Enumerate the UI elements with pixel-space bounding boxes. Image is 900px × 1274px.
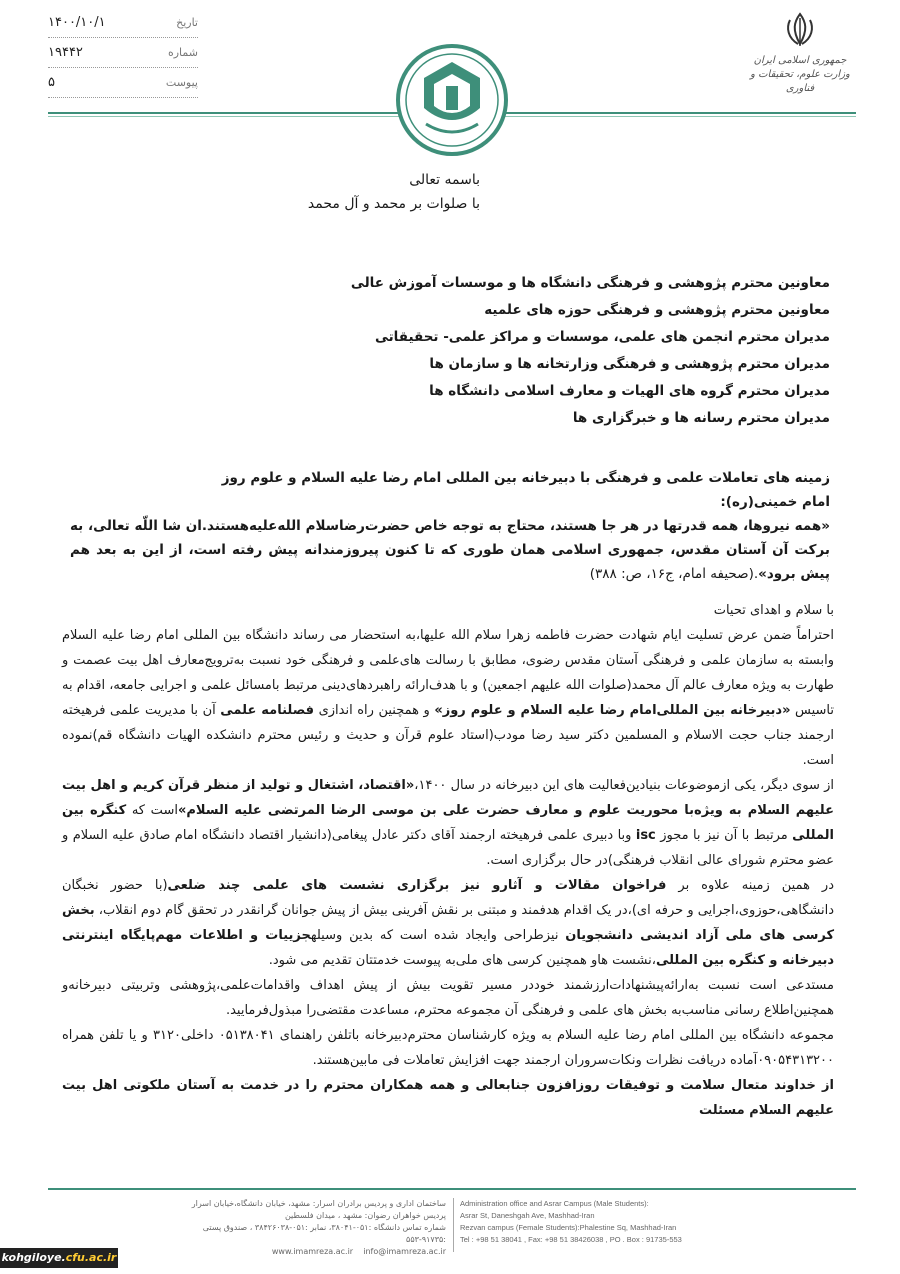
bold-run: فصلنامه علمی xyxy=(220,703,315,718)
bold-run: isc xyxy=(635,828,656,843)
text-run: مرتبط با آن نیز با مجوز xyxy=(655,828,793,843)
footer-en-line: Tel : +98 51 38041 , Fax: +98 51 38426038 , PO . Box : 91735-553 xyxy=(460,1235,682,1244)
footer-contact xyxy=(164,1246,446,1258)
bold-run: «دبیرخانه بین المللی‌امام رضا علیه السلام و علوم روز» xyxy=(434,703,791,718)
date-row xyxy=(48,8,198,38)
recipients-list xyxy=(70,270,830,432)
date-value: ۱۴۰۰/۱۰/۱ xyxy=(48,15,106,30)
quote-source: .(صحیفه امام، ج۱۶، ص: ۳۸۸) xyxy=(589,566,759,582)
text-run: ،نشست هاو همچنین کرسی های ملی‌به پیوست خدمتتان تقدیم می شود. xyxy=(268,953,656,968)
ministry-line1: جمهوری اسلامی ایران xyxy=(753,55,847,66)
salutation-line1: باسمه تعالی xyxy=(409,172,480,188)
university-logo-icon xyxy=(396,44,508,156)
footer-fa-line: شماره تماس دانشگاه :۰۵۱-۳۸۰۴۱، نمابر :۰۵۱-۳۸۴۲۶۰۳۸ ، صندوق پستی :۹۱۷۳۵-۵۵۳ xyxy=(202,1223,446,1244)
quote-block xyxy=(70,514,830,586)
text-run: و همچنین راه اندازی xyxy=(314,703,435,718)
recipient-item: مدیران محترم گروه های الهیات و معارف اسلامی دانشگاه ها xyxy=(429,383,830,399)
footer-english xyxy=(460,1198,710,1246)
footer-divider xyxy=(48,1188,856,1190)
body-paragraph-3 xyxy=(62,873,834,973)
iran-emblem-icon xyxy=(780,10,820,50)
salutation xyxy=(308,168,480,216)
bold-run: جزییات و اطلاعات مهم‌پایگاه اینترنتی دبیرخانه و کنگره بین المللی xyxy=(62,928,834,968)
text-run: آن با مدیریت علمی فرهیخته ارجمند جناب حجت الاسلام و المسلمین دکتر سید رضا مودب(استاد علوم قرآن و حدیث و رئیس محترم دانشکده الهیات دانشگاه قم)نموده است. xyxy=(62,703,834,768)
body-greeting: با سلام و اهدای تحیات xyxy=(713,603,834,618)
closing-line: از خداوند متعال سلامت و توفیقات روزافزون جنابعالی و همه همکاران محترم را در خدمت به آستان ملکوتی اهل بیت علیهم السلام مسئلت xyxy=(62,1078,834,1118)
body-paragraph-2 xyxy=(62,773,834,873)
salutation-line2: با صلوات بر محمد و آل محمد xyxy=(307,196,480,212)
bold-run: بخش کرسی های ملی آزاد اندیشی دانشجویان xyxy=(62,903,835,943)
bold-run: کنگره بین المللی xyxy=(62,803,834,843)
quote-author: امام خمینی(ره): xyxy=(720,494,830,510)
bold-run: فراخوان مقالات و آثارو نیز برگزاری نشست های علمی چند ضلعی xyxy=(167,878,667,893)
letter-meta xyxy=(48,8,198,98)
recipient-item: مدیران محترم پژوهشی و فرهنگی وزارتخانه ها و سازمان ها xyxy=(429,356,830,372)
footer-fa-line: ساختمان اداری و پردیس برادران اسرار: مشهد، خیابان دانشگاه،خیابان اسرار xyxy=(191,1199,446,1208)
footer-web-link[interactable]: www.imamreza.ac.ir xyxy=(271,1247,354,1256)
text-run: از سوی دیگر، یکی ازموضوعات بنیادین‌فعالیت های این دبیرخانه در سال ۱۴۰۰، xyxy=(414,778,834,793)
date-label: تاریخ xyxy=(176,16,198,29)
recipient-item: معاونین محترم پژوهشی و فرهنگی دانشگاه ها و موسسات آموزش عالی xyxy=(350,275,830,291)
footer-email-link[interactable]: info@imamreza.ac.ir xyxy=(363,1247,446,1256)
text-run: (با حضور نخبگان دانشگاهی،حوزوی،اجرایی و حرفه ای)،در یک اقدام هدفمند و مبتنی بر نقش آفرینی بیش از پیش جوانان گرانقدر در تحقق گام دوم انقلاب، xyxy=(62,878,834,918)
footer-separator xyxy=(453,1198,454,1252)
recipient-item: معاونین محترم پژوهشی و فرهنگی حوزه های علمیه xyxy=(484,302,830,318)
text-run: نیزطراحی وایجاد شده است که بدین وسیله xyxy=(310,928,566,943)
ministry-block xyxy=(750,10,850,96)
footer-en-line: Rezvan campus (Female Students):Phalestine Sq, Mashhad-Iran xyxy=(460,1223,677,1232)
text-run: در همین زمینه علاوه بر xyxy=(666,878,834,893)
number-row xyxy=(48,38,198,68)
number-label: شماره xyxy=(167,46,198,59)
subject-line: زمینه های تعاملات علمی و فرهنگی با دبیرخانه بین المللی امام رضا علیه السلام و علوم روز xyxy=(221,470,830,486)
bold-run: «اقتصاد، اشتغال و تولید از منظر قرآن کریم و اهل بیت علیهم السلام به ویژه‌با محوریت علوم و معارف حضرت علی بن موسی الرضا المرتضی علیه السلام» xyxy=(62,778,834,818)
text-run: وبا دبیری علمی فرهیخته ارجمند آقای دکتر عادل پیغامی(دانشیار اقتصاد دانشگاه امام صادق علیه السلام و عضو محترم شورای عالی انقلاب فرهنگی)در حال برگزاری است. xyxy=(62,828,834,868)
watermark-domain: cfu.ac.ir xyxy=(65,1251,117,1264)
letter-body xyxy=(62,598,834,1123)
watermark-prefix: kohgiloye. xyxy=(1,1251,66,1264)
footer-persian xyxy=(164,1198,446,1258)
attachment-label: پیوست xyxy=(165,76,198,89)
recipient-item: مدیران محترم رسانه ها و خبرگزاری ها xyxy=(572,410,830,426)
text-run: احتراماً ضمن عرض تسلیت ایام شهادت حضرت فاطمه زهرا سلام الله علیها،به استحضار می رساند دانشگاه بین المللی امام رضا علیه السلام وابسته به سازمان علمی و فرهنگی آستان مقدس رضوی، مطابق با رسالت های‌علمی و فرهنگی خود نسبت به‌ترویج‌معارف اهل بیت عصمت و طهارت به ویژه معارف عالم آل محمد(صلوات الله علیهم اجمعین) و با هدف‌ارائه راهبردهای‌دینی مرتبط بامسائل علمی و اجرایی جامعه، اقدام به تاسیس xyxy=(62,628,834,718)
ministry-line2: وزارت علوم، تحقیقات و فناوری xyxy=(750,69,850,94)
attachment-value: ۵ xyxy=(48,75,55,90)
body-paragraph-5: مجموعه دانشگاه بین المللی امام رضا علیه السلام به ویژه کارشناسان محترم‌دبیرخانه باتلفن راهنمای ۰۵۱۳۸۰۴۱ داخلی۳۱۲۰ و یا تلفن همراه ۰۹۰۵۴۳۱۳۲۰۰آماده دریافت نظرات ونکات‌سروران ارجمند جهت افزایش تعاملات فی مابین‌هستند. xyxy=(62,1028,834,1068)
footer-en-line: Administration office and Asrar Campus (Male Students): xyxy=(460,1199,649,1208)
number-value: ۱۹۴۴۲ xyxy=(48,45,83,60)
footer-fa-line: پردیس خواهران رضوان: مشهد ، میدان فلسطین xyxy=(284,1211,446,1220)
quote-text: «همه نیروها، همه قدرتها در هر جا هستند، محتاج به توجه خاص حضرت‌رضاسلام الله‌علیه‌هستند.ان شا اللّه تعالی، به برکت آن آستان مقدس، جمهوری اسلامی همان طوری که تا کنون پیروزمندانه پیش رفته است، از این به بعد هم پیش برود» xyxy=(70,518,830,582)
recipient-item: مدیران محترم انجمن های علمی، موسسات و مراکز علمی- تحقیقاتی xyxy=(374,329,830,345)
body-paragraph-4: مستدعی است نسبت به‌ارائه‌پیشنهادات‌ارزشمند خوددر مسیر تقویت بیش از پیش اهداف واقدامات‌علمی،پژوهشی وتربیتی دبیرخانه‌و همچنین‌اطلاع رسانی مناسب‌به بخش های علمی و فرهنگی آن مجموعه محترم، مساعدت مقتضی‌را مبذول‌فرمایید. xyxy=(62,978,834,1018)
body-paragraph-1 xyxy=(62,623,834,773)
attachment-row xyxy=(48,68,198,98)
footer-en-line: Asrar St, Daneshgah Ave, Mashhad-Iran xyxy=(460,1211,595,1220)
site-watermark xyxy=(0,1248,118,1268)
subject-block xyxy=(70,466,830,514)
text-run: است که xyxy=(126,803,178,818)
